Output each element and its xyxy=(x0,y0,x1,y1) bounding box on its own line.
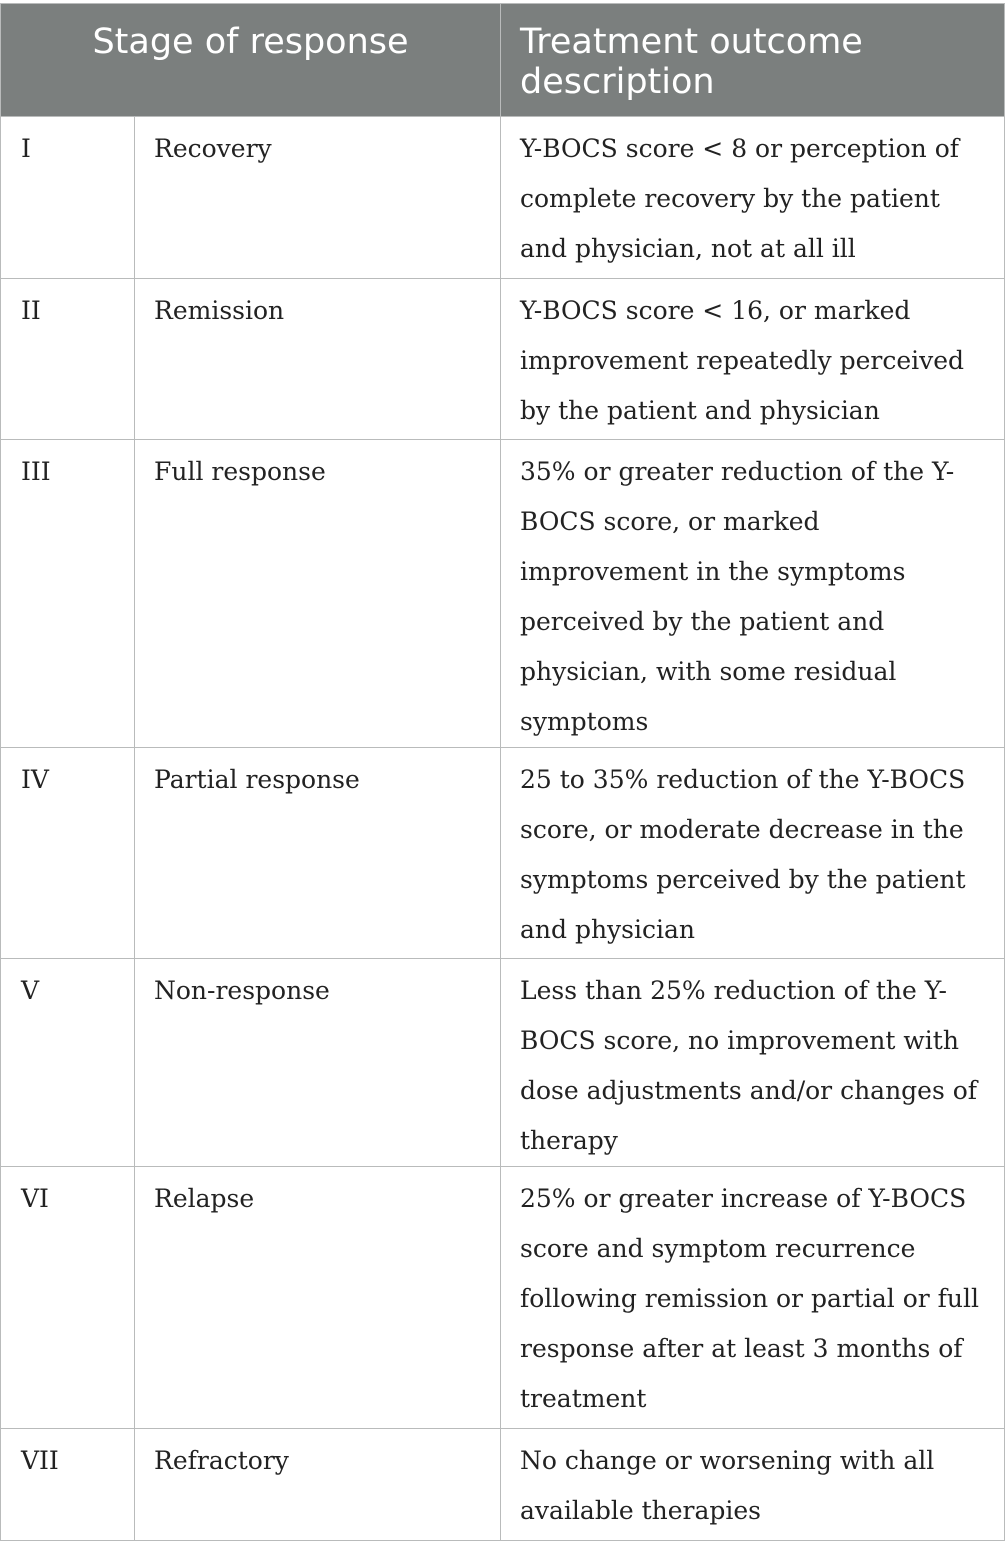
stage-number: V xyxy=(1,959,135,1167)
stage-name: Full response xyxy=(135,440,501,748)
stage-name: Partial response xyxy=(135,748,501,959)
outcome-description: 35% or greater reduction of the Y-BOCS score, or marked improvement in the symptoms perceived by the patient and physician, with some residual symptoms xyxy=(501,440,1005,748)
stage-name: Remission xyxy=(135,279,501,440)
table-row xyxy=(1,1429,1005,1541)
table-header-row xyxy=(1,4,1005,117)
treatment-outcome-table xyxy=(0,3,1005,1541)
table-row xyxy=(1,279,1005,440)
outcome-description: Y-BOCS score < 8 or perception of complete recovery by the patient and physician, not at all ill xyxy=(501,117,1005,279)
table-row xyxy=(1,117,1005,279)
table-row xyxy=(1,748,1005,959)
column-header-outcome: Treatment outcome description xyxy=(501,4,1005,117)
stage-number: VII xyxy=(1,1429,135,1541)
table-row xyxy=(1,1167,1005,1429)
stage-number: II xyxy=(1,279,135,440)
stage-name: Non-response xyxy=(135,959,501,1167)
column-header-stage: Stage of response xyxy=(1,4,501,117)
stage-number: I xyxy=(1,117,135,279)
stage-number: VI xyxy=(1,1167,135,1429)
outcome-description: Less than 25% reduction of the Y-BOCS score, no improvement with dose adjustments and/or changes of therapy xyxy=(501,959,1005,1167)
table-row xyxy=(1,959,1005,1167)
outcome-description: Y-BOCS score < 16, or marked improvement repeatedly perceived by the patient and physician xyxy=(501,279,1005,440)
stage-name: Refractory xyxy=(135,1429,501,1541)
stage-name: Recovery xyxy=(135,117,501,279)
table-row xyxy=(1,440,1005,748)
stage-number: IV xyxy=(1,748,135,959)
outcome-description: No change or worsening with all available therapies xyxy=(501,1429,1005,1541)
outcome-description: 25 to 35% reduction of the Y-BOCS score, or moderate decrease in the symptoms perceived by the patient and physician xyxy=(501,748,1005,959)
stage-name: Relapse xyxy=(135,1167,501,1429)
outcome-description: 25% or greater increase of Y-BOCS score and symptom recurrence following remission or partial or full response after at least 3 months of treatment xyxy=(501,1167,1005,1429)
stage-number: III xyxy=(1,440,135,748)
